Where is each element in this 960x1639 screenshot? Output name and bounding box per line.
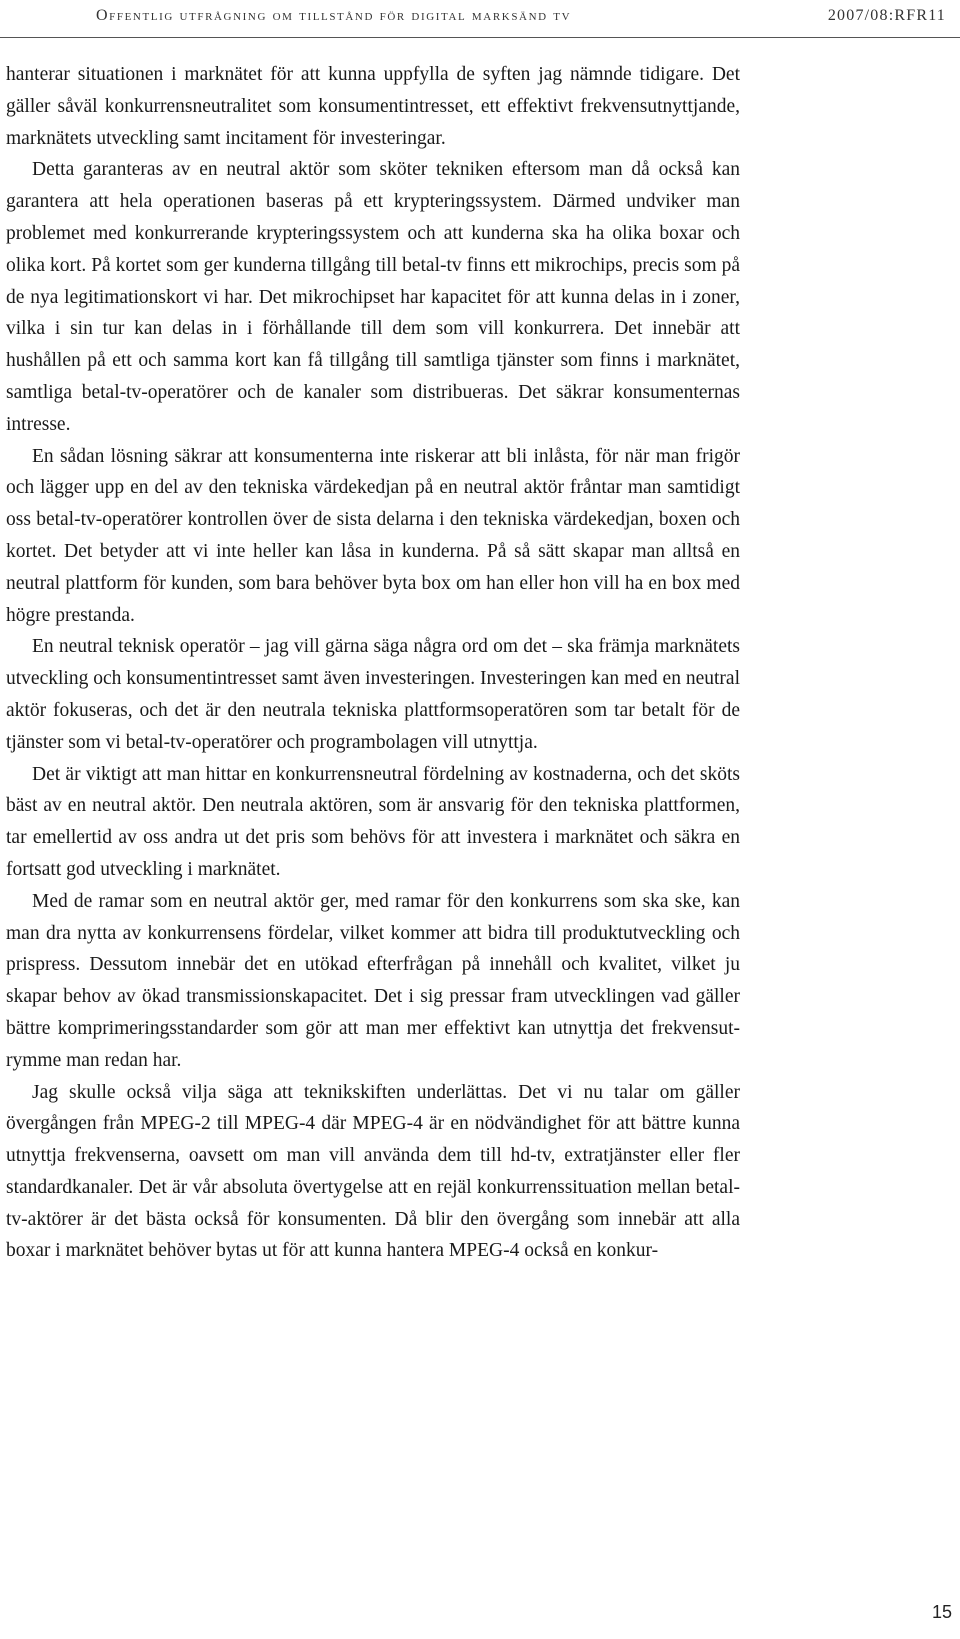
page-number: 15 (931, 1602, 952, 1622)
header-divider (0, 37, 960, 38)
report-reference: 2007/08:RFR11 (827, 7, 946, 24)
paragraph: Med de ramar som en neutral aktör ger, med ramar för den konkurrens som ska ske, kan man dra nytta av konkurrensens fördelar, vilket kommer att bidra till produktutveckling och prispress. Dessutom innebär det en utökad efterfrågan på innehåll och kvalitet, vilket ju skapar behov av ökad transmissionskapacitet. Det i sig pressar fram utvecklingen vad gäller bättre komprimeringsstandarder som gör att man mer effektivt kan utnyttja det frekvensutrymme man redan har. (6, 890, 740, 1071)
running-header (0, 0, 960, 44)
paragraph: En neutral teknisk operatör – jag vill gärna säga några ord om det – ska främja marknätets utveckling och konsumentintresset samt även investeringen. Investeringen kan med en neutral aktör fokuseras, och det är den neutrala tekniska plattformsoperatören som tar betalt för de tjänster som vi betal-tv-operatörer och programbolagen vill utnyttja. (6, 636, 740, 753)
paragraph: Detta garanteras av en neutral aktör som sköter tekniken eftersom man då också kan garantera att hela operationen baseras på ett krypteringssystem. Därmed undviker man problemet med konkurrerande krypteringssystem och att kunderna ska ha olika boxar och olika kort. På kortet som ger kunderna tillgång till betal-tv finns ett mikrochips, precis som på de nya legitimationskort vi har. Det mikrochipset har kapacitet för att kunna delas in i zoner, vilka i sin tur kan delas in i förhållande till dem som vill konkurrera. Det innebär att hushållen på ett och samma kort kan få tillgång till samtliga tjänster som finns i marknätet, samtliga betal-tv-operatörer och de kanaler som distribueras. Det säkrar konsumenternas intresse. (6, 159, 740, 435)
paragraph: hanterar situationen i marknätet för att kunna uppfylla de syften jag nämnde tidigare. Det gäller såväl konkurrensneutralitet som konsumentintresset, ett effektivt frekvensutnyttjande, marknätets utveckling samt incitament för investeringar. (6, 64, 740, 149)
body-text (6, 59, 740, 1267)
document-title: Offentlig utfrågning om tillstånd för digital marksänd tv (96, 7, 572, 24)
paragraph: Jag skulle också vilja säga att teknikskiften underlättas. Det vi nu talar om gäller övergången från MPEG-2 till MPEG-4 där MPEG-4 är en nödvändighet för att bättre kunna utnyttja frekvenserna, oavsett om man vill använda dem till hd-tv, extratjänster eller fler standardkanaler. Det är vår absoluta övertygelse att en rejäl konkurrenssituation mellan betal-tv-aktörer är det bästa också för konsumenten. Då blir den övergång som innebär att alla boxar i marknätet behöver bytas ut för att kunna hantera MPEG-4 också en konkur- (6, 1081, 740, 1262)
paragraph: En sådan lösning säkrar att konsumenterna inte riskerar att bli inlåsta, för när man frigör och lägger upp en del av den tekniska värdekedjan på en neutral aktör fråntar man samtidigt oss betal-tv-operatörer kontrollen över de sista delarna i den tekniska värdekedjan, boxen och kortet. Det betyder att vi inte heller kan låsa in kunderna. På så sätt skapar man alltså en neutral plattform för kunden, som bara behöver byta box om han eller hon vill ha en box med högre prestanda. (6, 445, 740, 626)
paragraph: Det är viktigt att man hittar en konkurrensneutral fördelning av kostnaderna, och det sköts bäst av en neutral aktör. Den neutrala aktören, som är ansvarig för den tekniska plattformen, tar emellertid av oss andra ut det pris som behövs för att investera i marknätet och säkra en fortsatt god utveckling i marknätet. (6, 763, 740, 880)
